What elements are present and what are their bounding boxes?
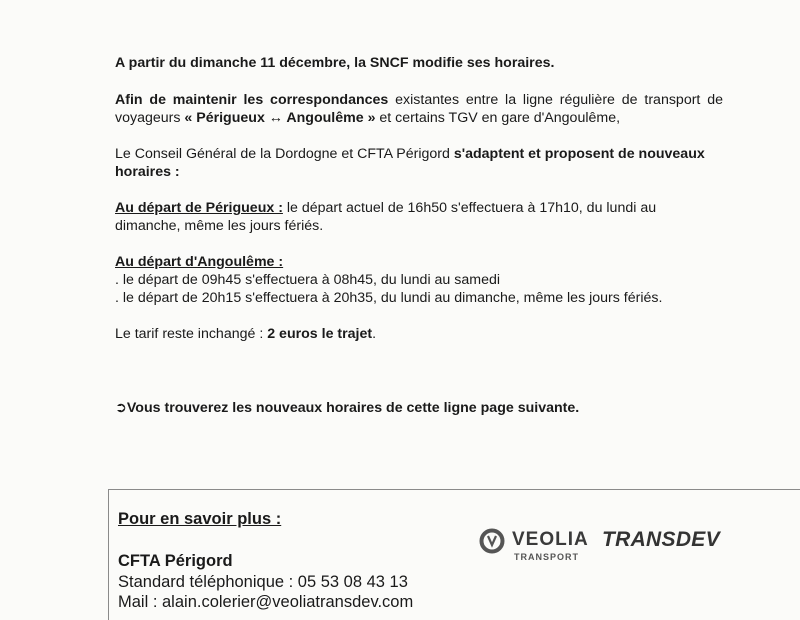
angouleme-line-1: . le départ de 09h45 s'effectuera à 08h45, du lundi au samedi [115,272,501,288]
perigueux-departure [115,199,723,235]
fare-end: . [372,326,377,342]
perigueux-label: Au départ de Périgueux : [115,200,283,216]
fare-value: 2 euros le trajet [267,326,373,342]
next-page-note [115,399,723,417]
council-paragraph [115,145,723,181]
council-bold: s'adaptent et proposent de nouveaux horaires : [115,146,705,180]
correspondence-paragraph [115,91,723,127]
route-name: « Périgueux ↔ Angoulême » [184,110,376,126]
correspondence-text-b: et certains TGV en gare d'Angoulême, [375,110,621,126]
veolia-subtitle: TRANSPORT [514,552,579,562]
perigueux-text: le départ actuel de 16h50 s'effectuera à 17h10, du lundi au dimanche, même les jours fériés. [115,200,657,234]
schedule-change-headline: A partir du dimanche 11 décembre, la SNCF modifie ses horaires. [115,55,555,71]
angouleme-line-2: . le départ de 20h15 s'effectuera à 20h35, du lundi au dimanche, même les jours fériés. [115,290,663,306]
contact-phone: Standard téléphonique : 05 53 08 43 13 [118,573,408,591]
next-page-text: Vous trouverez les nouveaux horaires de cette ligne page suivante. [126,400,580,416]
veolia-logo-icon [479,528,505,554]
fare-line [115,325,723,343]
transdev-logo: TRANSDEV [602,528,720,551]
contact-heading: Pour en savoir plus : [118,510,282,528]
correspondence-lead: Afin de maintenir les correspondances [115,92,389,108]
contact-box [108,489,800,620]
correspondence-text-a: existantes entre la ligne régulière de transport de voyageurs [115,92,723,126]
angouleme-label: Au départ d'Angoulême : [115,254,284,270]
arrow-icon: ➲ [115,400,127,416]
contact-org: CFTA Périgord [118,552,233,570]
veolia-logo: VEOLIA [512,529,589,550]
fare-text: Le tarif reste inchangé : [115,326,268,342]
council-text: Le Conseil Général de la Dordogne et CFTA Périgord [115,146,454,162]
contact-mail: Mail : alain.colerier@veoliatransdev.com [118,593,414,611]
